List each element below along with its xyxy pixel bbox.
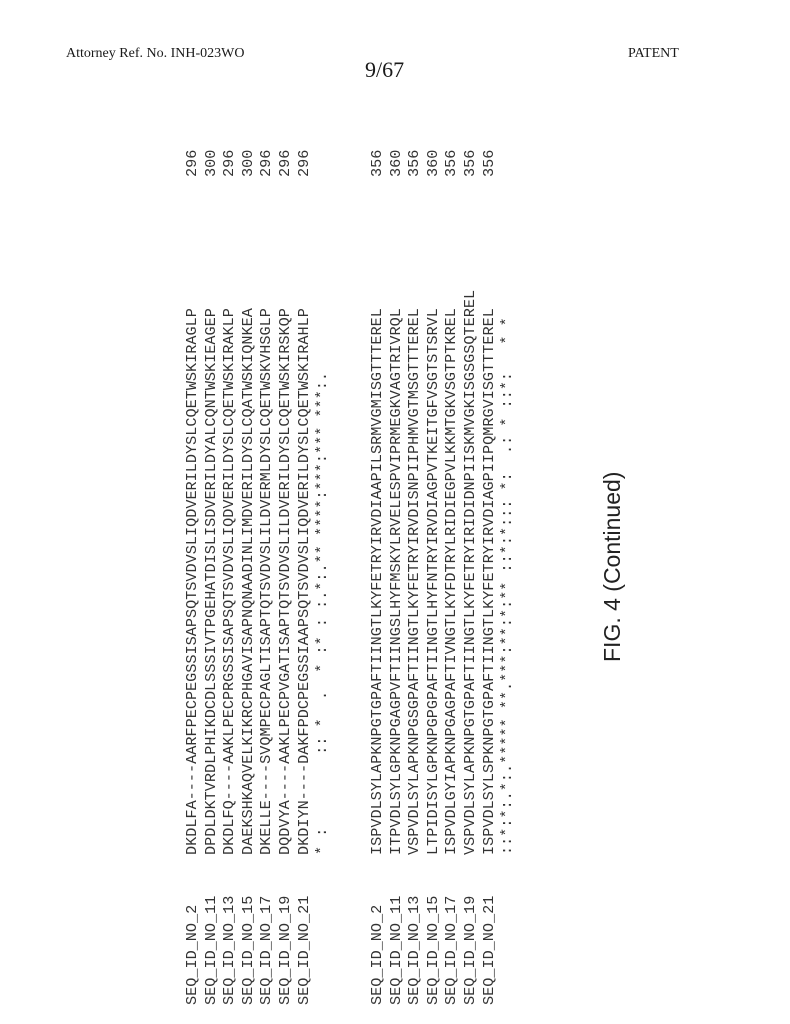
seq-id-label: SEQ_ID_NO_17: [257, 895, 276, 1005]
figure-caption: FIG. 4 (Continued): [599, 471, 625, 662]
residue-position: 300: [238, 149, 257, 177]
residue-position: 356: [442, 149, 461, 177]
seq-id-label: SEQ_ID_NO_13: [405, 895, 424, 1005]
seq-id-label: SEQ_ID_NO_11: [201, 895, 220, 1005]
residue-position: 360: [386, 149, 405, 177]
seq-id-label: SEQ_ID_NO_15: [238, 895, 257, 1005]
residue-position: 296: [294, 149, 313, 177]
attorney-ref: Attorney Ref. No. INH-023WO: [66, 46, 245, 61]
sequence-text: ISPVDLGYIAPKNPGAGPAFTIVNGTLKYFDTRYLRIDIEGPVLKKMTGKVSGTPTKREL: [442, 308, 461, 855]
seq-id-label: SEQ_ID_NO_21: [294, 895, 313, 1005]
residue-position: 296: [220, 149, 239, 177]
residue-position: 360: [423, 149, 442, 177]
residue-position: 296: [257, 149, 276, 177]
sequence-text: * : :: * . * :* : :.*:.** ****:***:*** ***:.: [313, 371, 332, 855]
seq-id-label: SEQ_ID_NO_19: [460, 895, 479, 1005]
patent-label: PATENT: [628, 46, 679, 61]
residue-position: 356: [479, 149, 498, 177]
sequence-text: DPDLDKTVRDLPHIKDCDLSSSIVTPGEHATDISLISDVERILDYALCQNTWSKIEAGEP: [201, 308, 220, 855]
seq-id-label: SEQ_ID_NO_2: [368, 904, 386, 1005]
sequence-text: ITPVDLSYLGPKNPGAGPVFTIINGSLHYFMSKYLRVELESPVIPRMEGKVAGTRIVRQL: [386, 308, 405, 855]
sequence-text: DAEKSHKAQVELKIKRCPHGAVISAPNQNAADINLIMDVERILDYSLCQATWSKIQNKEA: [238, 308, 257, 855]
seq-id-label: SEQ_ID_NO_13: [220, 895, 239, 1005]
residue-position: 356: [368, 149, 386, 177]
sequence-text: ISPVDLSYLSPKNPGTGPAFTIINGTLKYFETRYIRVDIAGPIIPQMRGVISGTTTEREL: [479, 308, 498, 855]
seq-id-label: SEQ_ID_NO_19: [275, 895, 294, 1005]
sequence-text: DKELLE----SVQMPECPAGLTISAPTQTSVDVSLILDVERMLDYSLCQETWSKVHSGLP: [257, 308, 276, 855]
residue-position: 356: [405, 149, 424, 177]
residue-position: 296: [183, 149, 201, 177]
sequence-text: VSPVDLSYLAPKNPGSGPAFTIINGTLKYFETRYIRVDISNPIIPHMVGTMSGTTTEREL: [405, 308, 424, 855]
seq-id-label: SEQ_ID_NO_15: [423, 895, 442, 1005]
seq-id-label: SEQ_ID_NO_17: [442, 895, 461, 1005]
residue-position: 296: [275, 149, 294, 177]
sequence-text: DKDLFQ----AAKLPECPRGSSISAPSQTSVDVSLIQDVERILDYSLCQETWSKIRAKLP: [220, 308, 239, 855]
sequence-text: DQDVYA----AAKLPECPVGATISAPTQTSVDVSLILDVERILDYSLCQETWSKIRSKQP: [275, 308, 294, 855]
seq-id-label: SEQ_ID_NO_2: [183, 904, 201, 1005]
residue-position: 300: [201, 149, 220, 177]
seq-id-label: SEQ_ID_NO_21: [479, 895, 498, 1005]
residue-position: 356: [460, 149, 479, 177]
sequence-text: DKDIYN----DAKFPDCPEGSSIAAPSQTSVDVSLIQDVERILDYSLCQETWSKIRAHLP: [294, 308, 313, 855]
sequence-text: DKDLFA----AARFPECPEGSSISAPSQTSVDVSLIQDVERILDYSLCQETWSKIRAGLP: [183, 308, 201, 855]
sequence-alignment: [175, 85, 515, 1005]
sequence-text: ::*:*:.*:.***** **.***:**:*:** ::*:*::: *: .: * ::*: * *: [498, 317, 517, 855]
page-number: 9/67: [365, 57, 405, 82]
sequence-text: VSPVDLSYLAPKNPGTGPAFTIINGTLKYFETRYIRIDIDNPIISKMVGKISGSGSQTEREL: [460, 289, 479, 855]
figure-caption-frame: [592, 442, 632, 662]
sequence-text: LTPIDISYLGPKNPGPGPAFTIINGTLHYFNTRYIRVDIAGPVTKEITGFVSGTSTSRVL: [423, 308, 442, 855]
seq-id-label: SEQ_ID_NO_11: [386, 895, 405, 1005]
sequence-text: ISPVDLSYLAPKNPGTGPAFTIINGTLKYFETRYIRVDIAAPILSRMVGMISGTTTEREL: [368, 308, 386, 855]
